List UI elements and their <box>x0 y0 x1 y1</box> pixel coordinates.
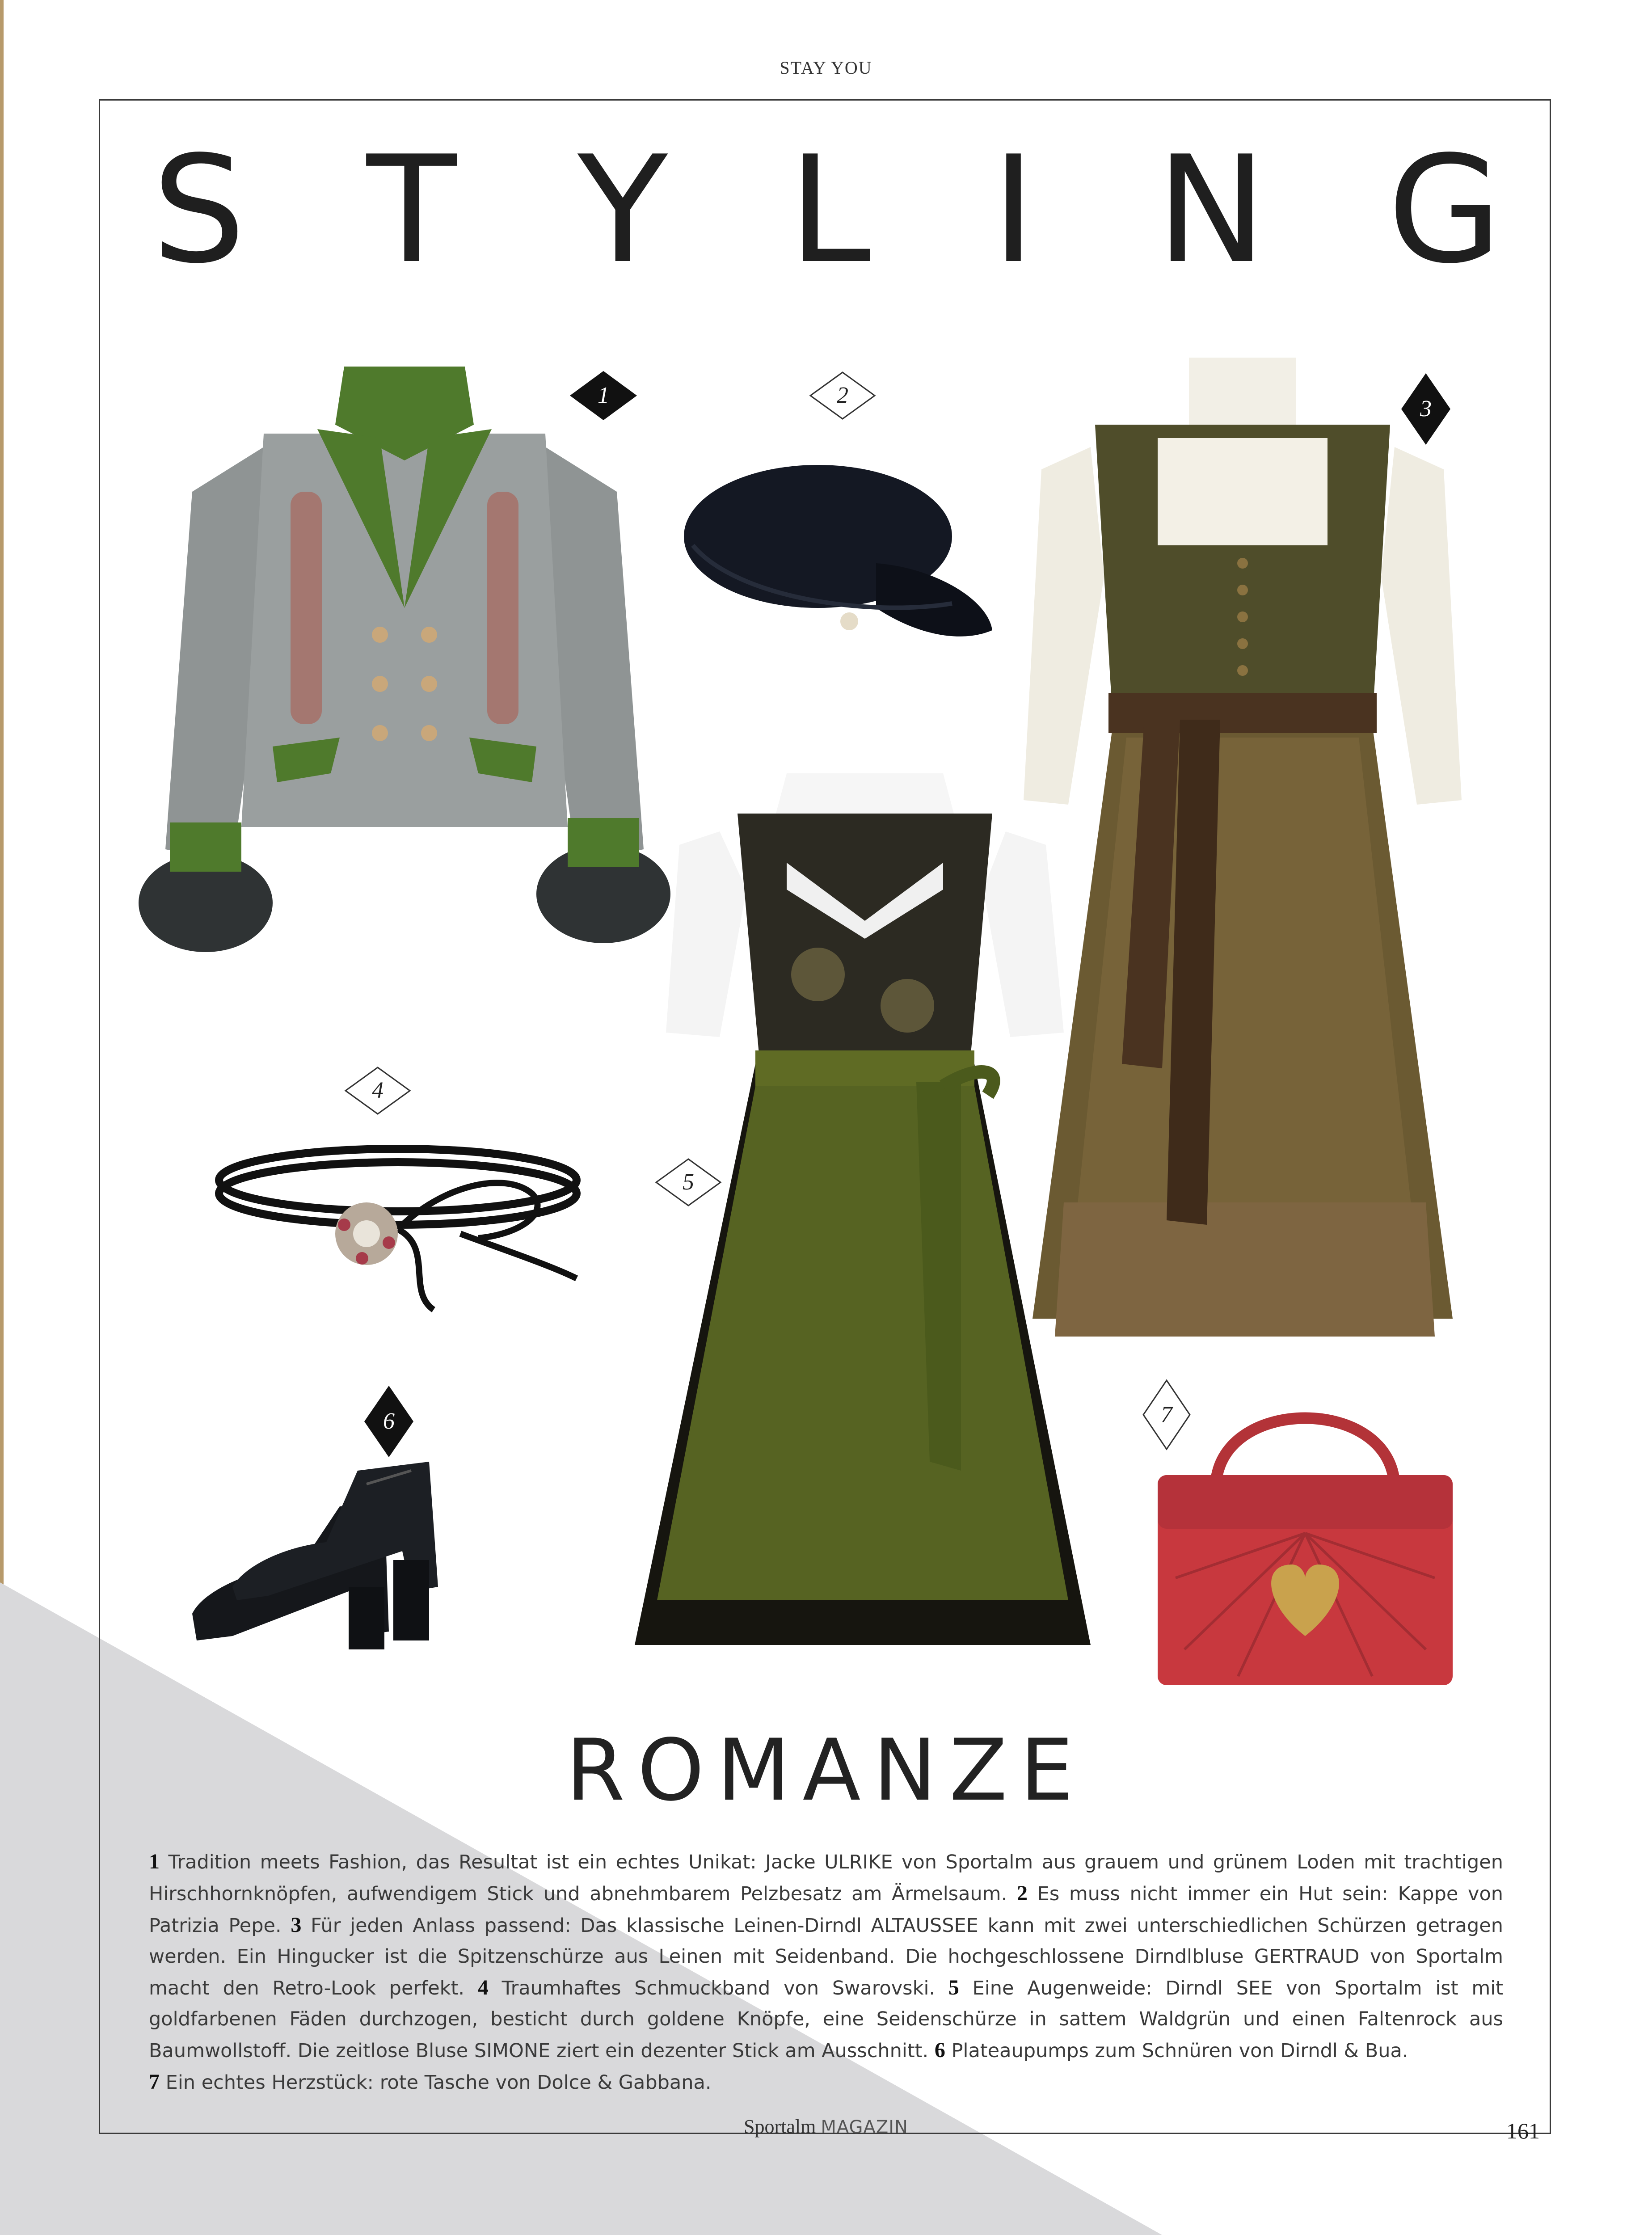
caption-number: 7 <box>149 2070 160 2094</box>
jacket-ulrike-image <box>130 358 679 966</box>
caption-number: 3 <box>291 1913 302 1937</box>
caption-number: 4 <box>477 1976 489 1999</box>
badge-2 <box>809 371 876 420</box>
caption-item: Eine Augenweide: Dirndl SEE von Sportalm ist mit goldfarbenen Fäden durchzogen, besticht durch goldene Knöpfe, eine Seidenschürze in sattem Waldgrün und einen Faltenrock aus Baumwollstoff. Die zeitlose Bluse SIMONE ziert ein dezenter Stick am Ausschnitt. <box>149 1977 1504 2062</box>
badge-5 <box>655 1158 722 1207</box>
footer-brand-name: Sportalm <box>744 2116 816 2138</box>
headline-styling <box>152 124 1502 296</box>
choker-swarovski-image <box>210 1131 594 1319</box>
page-number: 161 <box>1506 2118 1540 2143</box>
headline-letter: L <box>788 124 871 296</box>
pumps-dirndl-bua-image <box>179 1444 536 1658</box>
caption-item: Für jeden Anlass passend: Das klassische Leinen-Dirndl ALTAUSSEE kann mit zwei unterschiedlichen Schürzen getragen werden. Ein Hingucker ist die Spitzenschürze aus Leinen mit Seidenband. Die hochgeschlossene Dirndlbluse GERTRAUD von Sportalm macht den Retro-Look perfekt. <box>149 1915 1503 1999</box>
caption-item: Tradition meets Fashion, das Resultat ist ein echtes Unikat: Jacke ULRIKE von Sportalm aus grauem und grünem Loden mit trachtigen Hirschhornknöpfen, aufwendigem Stick und abnehmbarem Pelzbesatz am Ärmelsaum. <box>149 1851 1503 1905</box>
caption-item: Traumhaftes Schmuckband von Swarovski. <box>502 1977 936 1999</box>
badge-6 <box>364 1386 413 1457</box>
caption-text <box>149 1846 1503 2098</box>
headline-letter: I <box>991 124 1036 296</box>
badge-number: 2 <box>837 383 848 408</box>
badge-number: 4 <box>372 1078 384 1103</box>
badge-1 <box>570 371 637 420</box>
badge-number: 7 <box>1161 1402 1172 1427</box>
caption-number: 2 <box>1016 1881 1028 1905</box>
badge-number: 1 <box>598 383 609 408</box>
headline-letter: S <box>152 124 246 296</box>
headline-letter: T <box>367 124 457 296</box>
caption-item: Ein echtes Herzstück: rote Tasche von Dolce & Gabbana. <box>165 2071 712 2094</box>
section-title: ROMANZE <box>566 1721 1086 1820</box>
caption-item: Plateaupumps zum Schnüren von Dirndl & Bua. <box>951 2040 1408 2062</box>
footer-magazine: MAGAZIN <box>821 2117 908 2138</box>
section-kicker: STAY YOU <box>780 58 872 78</box>
cap-patrizia-pepe-image <box>684 456 997 662</box>
caption-item: Es muss nicht immer ein Hut sein: Kappe von Patrizia Pepe. <box>149 1883 1504 1937</box>
badge-number: 3 <box>1420 396 1432 422</box>
badge-number: 5 <box>683 1169 694 1195</box>
headline-letter: Y <box>577 124 668 296</box>
headline-letter: N <box>1156 124 1267 296</box>
badge-7 <box>1142 1379 1191 1451</box>
caption-number: 1 <box>149 1850 160 1873</box>
bag-dolce-gabbana-image <box>1149 1363 1462 1694</box>
badge-4 <box>344 1066 411 1115</box>
footer-brand <box>0 2115 1652 2138</box>
dirndl-see-image <box>621 773 1108 1676</box>
caption-number: 5 <box>948 1976 959 1999</box>
caption-number: 6 <box>934 2038 945 2062</box>
headline-letter: G <box>1387 124 1502 296</box>
badge-number: 6 <box>383 1408 395 1434</box>
badge-3 <box>1401 373 1450 445</box>
